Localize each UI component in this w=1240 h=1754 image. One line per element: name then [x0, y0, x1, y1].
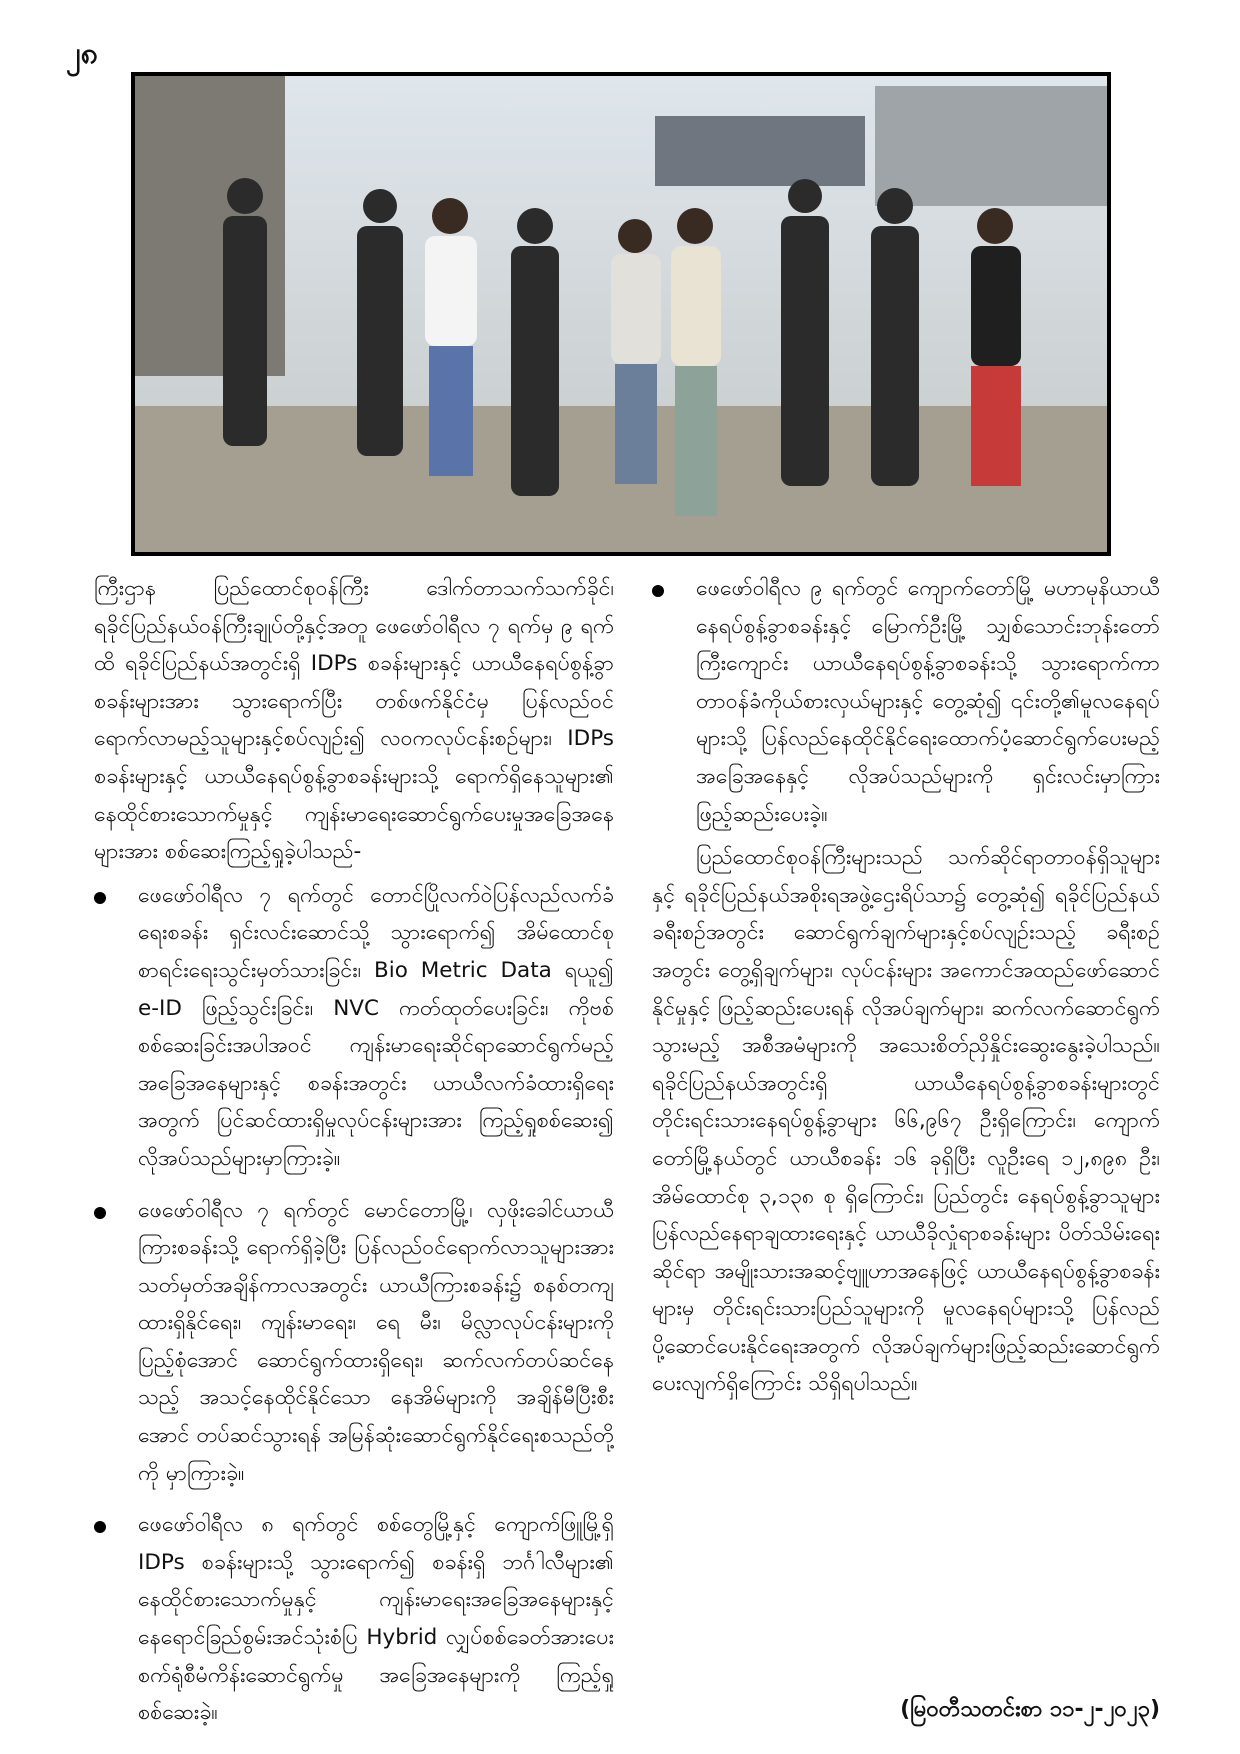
article-intro: ကြီးဌာန ပြည်ထောင်စုဝန်ကြီး ဒေါက်တာသက်သက်ခိုင်၊ ရခိုင်ပြည်နယ်ဝန်ကြီးချုပ်တို့နှင့်အတူ ဖေဖော်ဝါရီလ ၇ ရက်မှ ၉ ရက်ထိ ရခိုင်ပြည်နယ်အတွင်းရှိ IDPs စခန်းများနှင့် ယာယီနေရပ်စွန့်ခွာစခန်းများအား သွားရောက်ပြီး တစ်ဖက်နိုင်ငံမှ ပြန်လည်ဝင်ရောက်လာမည့်သူများနှင့်စပ်လျဉ်း၍ လဝကလုပ်ငန်းစဉ်များ၊ IDPs စခန်းများနှင့် ယာယီနေရပ်စွန့်ခွာစခန်းများသို့ ရောက်ရှိနေသူများ၏ နေထိုင်စားသောက်မှုနှင့် ကျန်းမာရေးဆောင်ရွက်ပေးမှုအခြေအနေများအား စစ်ဆေးကြည့်ရှုခဲ့ပါသည်- — [94, 576, 614, 865]
news-source: (မြဝတီသတင်းစာ ၁၁-၂-၂၀၂၃) — [900, 1697, 1160, 1722]
bullet-text: ဖေဖော်ဝါရီလ ၇ ရက်တွင် မောင်တောမြို့၊ လှဖိုးခေါင်ယာယီကြားစခန်းသို့ ရောက်ရှိခဲ့ပြီး ပြန်လည်ဝင်ရောက်လာသူများအား သတ်မှတ်အချိန်ကာလအတွင်း ယာယီကြားစခန်း၌ စနစ်တကျထားရှိနိုင်ရေး၊ ကျန်းမာရေး၊ ရေ မီး၊ မိလ္လာလုပ်ငန်းများကို ပြည့်စုံအောင် ဆောင်ရွက်ထားရှိရေး၊ ဆက်လက်တပ်ဆင်နေသည့် အသင့်နေထိုင်နိုင်သော နေအိမ်များကို အချိန်မီပြီးစီးအောင် တပ်ဆင်သွားရန် အမြန်ဆုံးဆောင်ရွက်နိုင်ရေးစသည်တို့ကို မှာကြားခဲ့။ — [138, 1197, 614, 1486]
bullet-icon — [94, 1521, 106, 1533]
article-bullet-list-continued — [652, 570, 1160, 833]
article-column-right — [652, 570, 1160, 1403]
article-closing: ပြည်ထောင်စုဝန်ကြီးများသည် သက်ဆိုင်ရာတာဝန်ရှိသူများနှင့် ရခိုင်ပြည်နယ်အစိုးရအဖွဲ့ဌေးရိပ်သာ၌ တွေ့ဆုံ၍ ရခိုင်ပြည်နယ်ခရီးစဉ်အတွင်း ဆောင်ရွက်ချက်များနှင့်စပ်လျဉ်းသည့် ခရီးစဉ်အတွင်း တွေ့ရှိချက်များ၊ လုပ်ငန်းများ အကောင်အထည်ဖော်ဆောင်နိုင်မှုနှင့် ဖြည့်ဆည်းပေးရန် လိုအပ်ချက်များ၊ ဆက်လက်ဆောင်ရွက်သွားမည့် အစီအမံများကို အသေးစိတ်ညှိနှိုင်းဆွေးနွေးခဲ့ပါသည်။ ရခိုင်ပြည်နယ်အတွင်းရှိ ယာယီနေရပ်စွန့်ခွာစခန်းများတွင် တိုင်းရင်းသားနေရပ်စွန့်ခွာများ ၆၆,၉၆၇ ဦးရှိကြောင်း၊ ကျောက်တော်မြို့နယ်တွင် ယာယီစခန်း ၁၆ ခုရှိပြီး လူဦးရေ ၁၂,၈၉၈ ဦး၊ အိမ်ထောင်စု ၃,၁၃၈ စု ရှိကြောင်း၊ ပြည်တွင်း နေရပ်စွန့်ခွာသူများ ပြန်လည်နေရာချထားရေးနှင့် ယာယီခိုလှုံရာစခန်းများ ပိတ်သိမ်းရေးဆိုင်ရာ အမျိုးသားအဆင့်ဗျူဟာအနေဖြင့် ယာယီနေရပ်စွန့်ခွာစခန်းများမှ တိုင်းရင်းသားပြည်သူများကို မူလနေရပ်များသို့ ပြန်လည်ပို့ဆောင်ပေးနိုင်ရေးအတွက် လိုအပ်ချက်များဖြည့်ဆည်းဆောင်ရွက်ပေးလျက်ရှိကြောင်း သိရှိရပါသည်။ — [652, 845, 1160, 1397]
bullet-text: ဖေဖော်ဝါရီလ ၇ ရက်တွင် တောင်ပြိုလက်ဝဲပြန်လည်လက်ခံရေးစခန်း ရှင်းလင်းဆောင်သို့ သွားရောက်၍ အိမ်ထောင်စုစာရင်းရေးသွင်းမှတ်သားခြင်း၊ Bio Metric Data ရယူ၍ e-ID ဖြည့်သွင်းခြင်း၊ NVC ကတ်ထုတ်ပေးခြင်း၊ ကိုဗစ်စစ်ဆေးခြင်းအပါအဝင် ကျန်းမာရေးဆိုင်ရာဆောင်ရွက်မည့်အခြေအနေများနှင့် စခန်းအတွင်း ယာယီလက်ခံထားရှိရေးအတွက် ပြင်ဆင်ထားရှိမှုလုပ်ငန်းများအား ကြည့်ရှုစစ်ဆေး၍ လိုအပ်သည်များမှာကြားခဲ့။ — [138, 882, 614, 1171]
list-item — [94, 877, 614, 1178]
article-bullet-list — [94, 877, 614, 1732]
article-column-left — [94, 570, 614, 1732]
bullet-text: ဖေဖော်ဝါရီလ ၈ ရက်တွင် စစ်တွေမြို့နှင့် ကျောက်ဖြူမြို့ရှိ IDPs စခန်းများသို့ သွားရောက်၍ စခန်းရှိ ဘင်္ဂါလီများ၏ နေထိုင်စားသောက်မှုနှင့် ကျန်းမာရေးအခြေအနေများနှင့် နေရောင်ခြည်စွမ်းအင်သုံးစံပြ Hybrid လျှပ်စစ်ခေတ်အားပေးစက်ရုံစီမံကိန်းဆောင်ရွက်မှု အခြေအနေများကို ကြည့်ရှုစစ်ဆေးခဲ့။ — [138, 1512, 614, 1726]
list-item — [94, 1506, 614, 1732]
photo-placeholder-icon — [135, 76, 1107, 552]
bullet-icon — [94, 1207, 106, 1219]
list-item — [94, 1192, 614, 1493]
news-photo — [131, 72, 1111, 556]
bullet-icon — [652, 585, 664, 597]
bullet-text: ဖေဖော်ဝါရီလ ၉ ရက်တွင် ကျောက်တော်မြို့ မဟာမုနိယာယီနေရပ်စွန့်ခွာစခန်းနှင့် မြောက်ဦးမြို့ သျှစ်သောင်းဘုန်းတော်ကြီးကျောင်း ယာယီနေရပ်စွန့်ခွာစခန်းသို့ သွားရောက်ကာ တာဝန်ခံကိုယ်စားလှယ်များနှင့် တွေ့ဆုံ၍ ၎င်းတို့၏မူလနေရပ်များသို့ ပြန်လည်နေထိုင်နိုင်ရေးထောက်ပံ့ဆောင်ရွက်ပေးမည့် အခြေအနေနှင့် လိုအပ်သည်များကို ရှင်းလင်းမှာကြားဖြည့်ဆည်းပေးခဲ့။ — [696, 576, 1160, 827]
list-item — [652, 570, 1160, 833]
page-number: ၂၈ — [66, 36, 98, 71]
bullet-icon — [94, 892, 106, 904]
